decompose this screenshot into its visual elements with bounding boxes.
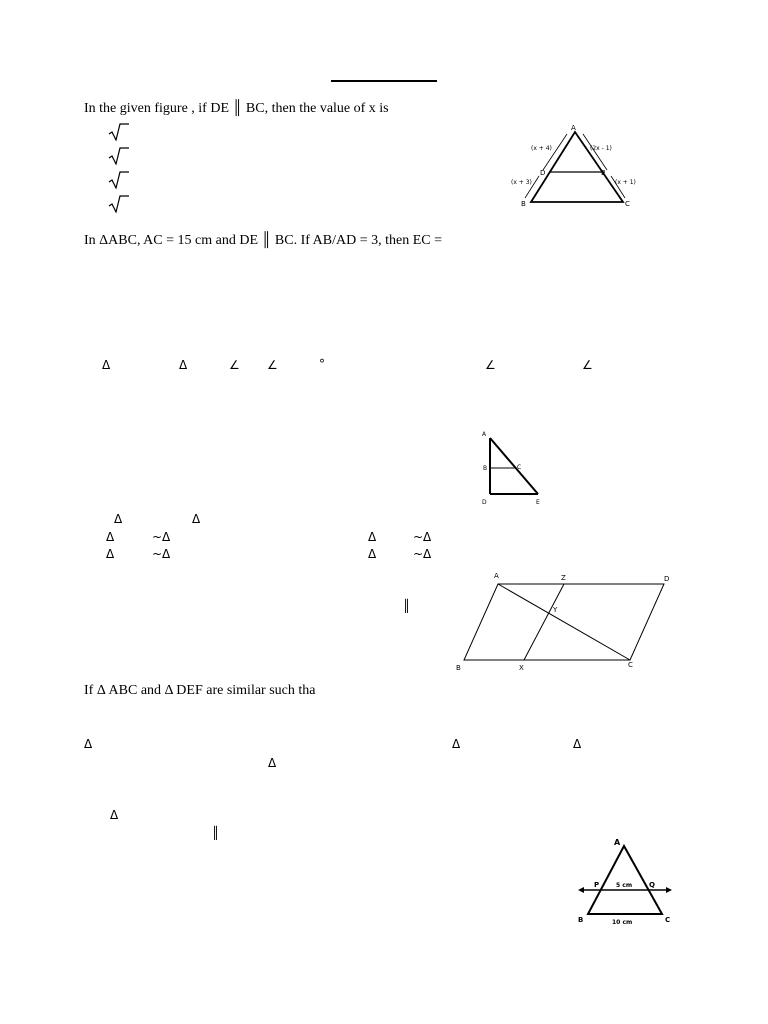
segment-label-ad: (x + 4)	[531, 145, 552, 152]
similar-triangle-symbol: ~Δ	[413, 547, 432, 561]
triangle-figure-de-parallel-bc	[505, 120, 645, 212]
vertex-label-a: A	[571, 124, 576, 132]
triangle-symbol: Δ	[368, 547, 377, 561]
triangle-figure-pq-parallel-bc	[570, 836, 680, 928]
angle-symbol: ∠	[229, 358, 240, 372]
vertex-label-b: B	[483, 465, 488, 472]
vertex-label-e: E	[536, 499, 540, 506]
degree-symbol: °	[319, 357, 325, 371]
segment-label-bc: 10 cm	[612, 919, 633, 926]
title-underline	[331, 80, 437, 82]
parallel-symbol: ║	[403, 599, 411, 613]
vertex-label-p: P	[594, 881, 600, 889]
sqrt-symbol	[108, 195, 130, 213]
sqrt-symbol	[108, 123, 130, 141]
angle-symbol: ∠	[267, 358, 278, 372]
sqrt-symbol	[108, 171, 130, 189]
segment-label-ae: (2x - 1)	[590, 145, 612, 152]
vertex-label-c: C	[625, 200, 630, 208]
vertex-label-e: E	[601, 169, 606, 177]
question-2-text: In ΔABC, AC = 15 cm and DE ║ BC. If AB/AD = 3, then EC =	[84, 233, 442, 248]
angle-symbol: ∠	[485, 358, 496, 372]
angle-symbol: ∠	[582, 358, 593, 372]
triangle-symbol: Δ	[114, 512, 123, 526]
question-1-text: In the given figure , if DE ║ BC, then the value of x is	[84, 101, 389, 116]
vertex-label-b: B	[456, 664, 461, 672]
vertex-label-d: D	[540, 169, 546, 177]
vertex-label-q: Q	[649, 881, 655, 889]
vertex-label-a: A	[614, 838, 621, 847]
vertex-label-x: X	[519, 664, 524, 672]
vertex-label-c: C	[665, 916, 671, 924]
similar-triangle-symbol: ~Δ	[152, 530, 171, 544]
parallelogram-figure	[450, 568, 680, 678]
similar-triangle-symbol: ~Δ	[152, 547, 171, 561]
triangle-symbol: Δ	[106, 547, 115, 561]
triangle-symbol: Δ	[84, 737, 93, 751]
segment-label-ec: (x + 1)	[615, 179, 636, 186]
triangle-symbol: Δ	[106, 530, 115, 544]
triangle-symbol: Δ	[452, 737, 461, 751]
parallel-symbol: ║	[212, 826, 220, 840]
vertex-label-d: D	[482, 499, 487, 506]
right-triangle-figure	[478, 428, 548, 510]
triangle-symbol: Δ	[268, 756, 277, 770]
triangle-symbol: Δ	[192, 512, 201, 526]
triangle-symbol: Δ	[368, 530, 377, 544]
vertex-label-y: Y	[553, 606, 558, 614]
triangle-symbol: Δ	[179, 358, 188, 372]
vertex-label-c: C	[517, 464, 522, 471]
vertex-label-a: A	[494, 572, 499, 580]
triangle-symbol: Δ	[573, 737, 582, 751]
triangle-symbol: Δ	[110, 808, 119, 822]
vertex-label-c: C	[628, 661, 633, 669]
segment-label-db: (x + 3)	[511, 179, 532, 186]
vertex-label-d: D	[664, 575, 670, 583]
segment-label-pq: 5 cm	[616, 882, 633, 889]
vertex-label-a: A	[482, 431, 487, 438]
sqrt-symbol	[108, 147, 130, 165]
triangle-symbol: Δ	[102, 358, 111, 372]
vertex-label-b: B	[521, 200, 526, 208]
similar-triangle-symbol: ~Δ	[413, 530, 432, 544]
vertex-label-z: Z	[561, 574, 566, 582]
vertex-label-b: B	[578, 916, 584, 924]
question-6-text: If Δ ABC and Δ DEF are similar such tha	[84, 683, 316, 698]
